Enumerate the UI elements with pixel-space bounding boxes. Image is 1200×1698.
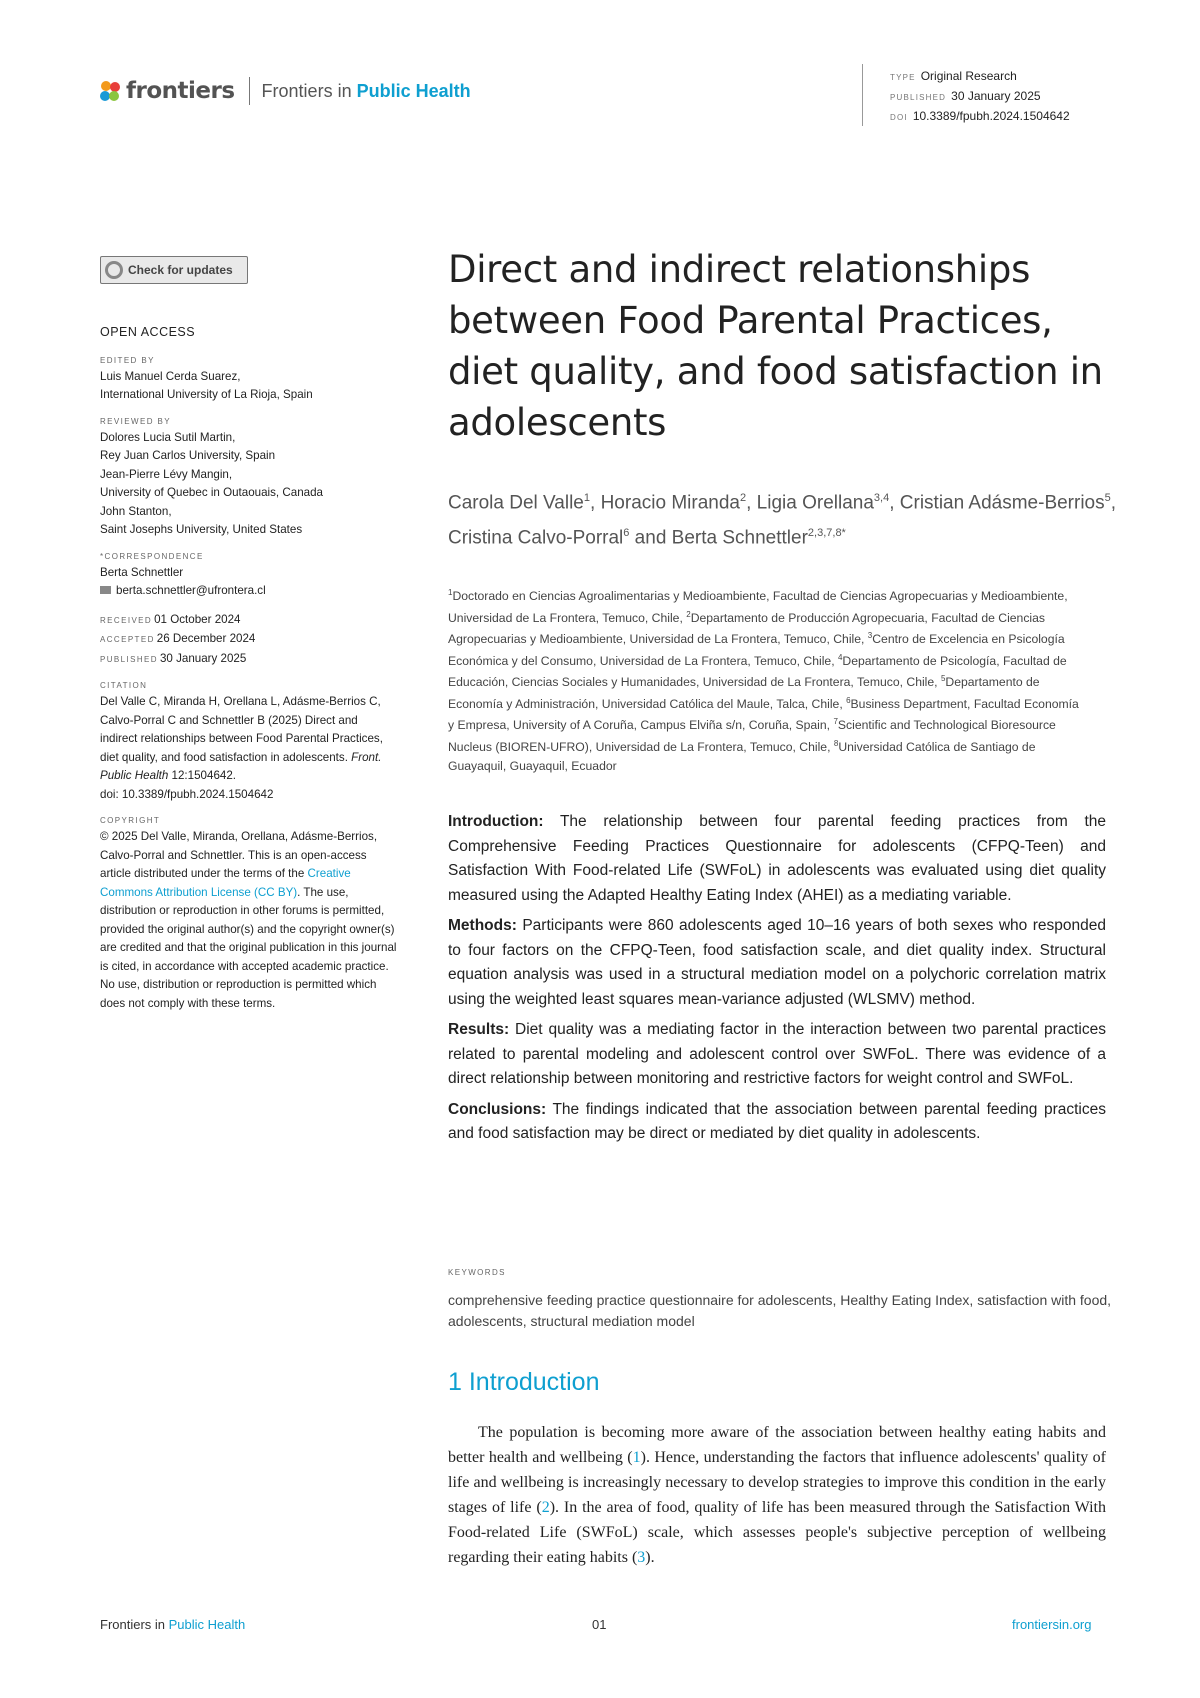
abstract-section-text: Participants were 860 adolescents aged 10–16 years of both sexes who responded to four factors on the CFPQ-Teen, food satisfaction scale, and diet quality index. Structural equation analysis was used in a structural mediation model on a polychoric correlation matrix using the weighted least squares mean-variance adjusted (WLSMV) method.: [448, 917, 1106, 1008]
affiliation-text: Universidad Católica de Santiago de Guayaquil, Guayaquil, Ecuador: [448, 740, 1036, 773]
correspondence-email[interactable]: berta.schnettler@ufrontera.cl: [116, 584, 266, 597]
affiliation-text: Doctorado en Ciencias Agroalimentarias y Medioambiente, Facultad de Ciencias Agropecuarias y Medioambiente, Universidad de La Frontera, Temuco, Chile,: [448, 589, 1068, 625]
author-affiliation-mark: 1: [583, 492, 591, 504]
affiliation-mark: 1: [448, 588, 453, 597]
correspondence-name: Berta Schnettler: [100, 565, 184, 579]
affiliation-mark: 8: [833, 738, 839, 748]
affiliations: [448, 584, 1082, 775]
editor-line: Luis Manuel Cerda Suarez,: [100, 369, 241, 383]
date-value: 30 January 2025: [159, 651, 247, 665]
edited-by-list: [100, 368, 398, 405]
keywords-label: KEYWORDS: [448, 1268, 506, 1277]
journal-prefix: Frontiers in: [261, 80, 357, 101]
copyright-label: COPYRIGHT: [100, 816, 161, 825]
reviewer-line: Jean-Pierre Lévy Mangin,: [100, 467, 233, 481]
intro-text: ).: [645, 1549, 655, 1566]
journal-logo[interactable]: [98, 76, 471, 106]
citation-journal: Front. Public Health: [100, 750, 382, 782]
introduction-paragraph: [448, 1420, 1106, 1570]
abstract-section: [448, 1098, 1106, 1147]
author-name[interactable]: Cristina Calvo-Porral: [448, 527, 624, 549]
journal-name: [262, 81, 471, 102]
date-label: ACCEPTED: [100, 635, 155, 644]
meta-row: [890, 107, 1070, 127]
affiliation-text: Centro de Excelencia en Psicología Económica y del Consumo, Universidad de La Frontera, Temuco, Chile,: [448, 632, 1065, 668]
author-affiliation-mark: 3,4: [873, 492, 890, 504]
author-affiliation-mark: 2: [739, 492, 747, 504]
correspondence-label: *CORRESPONDENCE: [100, 551, 204, 561]
article-sidebar: [100, 323, 398, 1013]
author-separator: ,: [746, 492, 757, 514]
section-heading-introduction: 1 Introduction: [448, 1368, 600, 1396]
affiliation-mark: 5: [940, 674, 946, 684]
author-name[interactable]: Ligia Orellana: [756, 492, 874, 514]
affiliation-text: Scientific and Technological Bioresource Nucleus (BIOREN-UFRO), Universidad de La Frontera, Temuco, Chile,: [448, 718, 1056, 754]
footer-journal-prefix: Frontiers in: [100, 1617, 169, 1632]
abstract: [448, 810, 1106, 1153]
meta-divider: [862, 64, 863, 126]
keywords: comprehensive feeding practice questionnaire for adolescents, Healthy Eating Index, satisfaction with food, adolescents, structural mediation model: [448, 1292, 1112, 1329]
reviewed-by-list: [100, 429, 398, 540]
reviewer-line: John Stanton,: [100, 504, 172, 518]
footer-journal[interactable]: [100, 1617, 245, 1632]
check-updates-icon: [105, 261, 123, 279]
reference-link[interactable]: 3: [637, 1549, 646, 1566]
citation-text: [100, 693, 398, 804]
open-access-label: OPEN ACCESS: [100, 325, 196, 339]
author-affiliation-mark: 2,3,7,8*: [807, 527, 846, 540]
check-updates-label: Check for updates: [128, 263, 233, 277]
abstract-section-heading: Conclusions:: [448, 1100, 547, 1118]
intro-text: ). In the area of food, quality of life has been measured through the Satisfaction With Food-related Life (SWFoL) scale, which assesses people's subjective perception of wellbeing regarding their eating habits (: [448, 1499, 1107, 1566]
citation-label: CITATION: [100, 681, 148, 690]
author-separator: ,: [889, 492, 900, 514]
logo-wordmark: frontiers: [126, 78, 235, 104]
affiliation-mark: 3: [867, 631, 873, 641]
abstract-section-text: The relationship between four parental feeding practices from the Comprehensive Feeding Practices Questionnaire for adolescents (CFPQ-Teen) and Satisfaction With Food-related Life (SWFoL) in adolescents was evaluated using diet quality measured using the Adapted Healthy Eating Index (AHEI) as a mediating variable.: [448, 813, 1106, 904]
meta-value: 30 January 2025: [951, 89, 1041, 103]
meta-label: PUBLISHED: [890, 93, 947, 102]
article-meta: [890, 67, 1070, 127]
check-for-updates-button[interactable]: [100, 256, 248, 284]
intro-text: ). Hence, understanding the factors that influence adolescents' quality of life and wellbeing is increasingly necessary to develop strategies to improve this condition in the early stages of life (: [448, 1449, 1107, 1516]
citation-volume: 12:1504642.: [168, 769, 237, 782]
meta-row: [890, 67, 1070, 87]
reviewer-line: Saint Josephs University, United States: [100, 523, 303, 536]
journal-highlight: Public Health: [356, 80, 471, 101]
abstract-section-heading: Methods:: [448, 917, 517, 934]
author-name[interactable]: Carola Del Valle: [448, 492, 584, 514]
editor-line: International University of La Rioja, Spain: [100, 388, 313, 401]
author-affiliation-mark: 6: [623, 527, 630, 540]
email-icon: [100, 586, 111, 594]
reviewer-line: University of Quebec in Outaouais, Canada: [100, 486, 323, 499]
date-row: [100, 650, 398, 670]
reviewed-by-label: REVIEWED BY: [100, 416, 171, 426]
abstract-section-heading: Results:: [448, 1021, 510, 1038]
abstract-section: [448, 810, 1106, 908]
date-value: 26 December 2024: [156, 632, 256, 645]
date-label: RECEIVED: [100, 615, 153, 625]
meta-value[interactable]: 10.3389/fpubh.2024.1504642: [912, 109, 1070, 123]
author-name[interactable]: Horacio Miranda: [600, 492, 740, 514]
affiliation-mark: 7: [833, 717, 838, 727]
reference-link[interactable]: 2: [541, 1499, 550, 1516]
intro-text: The population is becoming more aware of the association between healthy eating habits and better health and wellbeing (: [448, 1424, 1106, 1466]
page-number: 01: [592, 1617, 607, 1632]
date-row: [100, 630, 398, 650]
frontiers-logo-icon: [98, 79, 122, 103]
meta-row: [890, 87, 1070, 107]
date-label: PUBLISHED: [100, 654, 158, 664]
citation-body: Del Valle C, Miranda H, Orellana L, Adásme-Berrios C, Calvo-Porral C and Schnettler B (2025) Direct and indirect relationships between Food Parental Practices, diet quality, and food satisfaction in adolescents.: [100, 695, 383, 764]
abstract-section-heading: Introduction:: [448, 813, 544, 830]
date-value: 01 October 2024: [154, 612, 241, 626]
meta-label: DOI: [890, 113, 908, 122]
license-link[interactable]: Creative Commons Attribution License (CC BY): [100, 867, 351, 899]
reviewer-line: Dolores Lucia Sutil Martin,: [100, 430, 236, 444]
footer-website-link[interactable]: frontiersin.org: [1012, 1617, 1092, 1632]
abstract-section: [448, 1018, 1106, 1092]
copyright-terms: . The use, distribution or reproduction in other forums is permitted, provided the original author(s) and the copyright owner(s) are credited and that the original publication in this journal is cited, in accordance with accepted academic practice. No use, distribution or reproduction is permitted which does not comply with these terms.: [100, 885, 397, 1010]
author-name[interactable]: Cristian Adásme-Berrios: [899, 492, 1105, 514]
logo-divider: [249, 77, 250, 105]
meta-value: Original Research: [920, 69, 1017, 83]
affiliation-text: Departamento de Psicología, Facultad de Educación, Ciencias Sociales y Humanidades, Universidad de La Frontera, Temuco, Chile,: [448, 653, 1067, 690]
date-row: [100, 611, 398, 631]
author-separator: and: [629, 527, 672, 549]
correspondence-email-row[interactable]: [100, 582, 398, 601]
affiliation-mark: 4: [837, 652, 843, 662]
affiliation-text: Departamento de Producción Agropecuaria, Facultad de Ciencias Agropecuarias y Medioambiente, Universidad de La Frontera, Temuco, Chile,: [448, 610, 1046, 647]
copyright-body: © 2025 Del Valle, Miranda, Orellana, Adásme-Berrios, Calvo-Porral and Schnettler. This is an open-access article distributed under the terms of the: [100, 830, 378, 880]
copyright-text: [100, 828, 398, 1013]
affiliation-text: Departamento de Economía y Administración, Universidad Católica del Maule, Talca, Chile,: [448, 675, 1040, 711]
author-separator: ,: [1110, 492, 1117, 514]
edited-by-label: EDITED BY: [100, 355, 155, 365]
abstract-section: [448, 914, 1106, 1012]
article-title: Direct and indirect relationships between Food Parental Practices, diet quality, and food satisfaction in adolescents: [448, 248, 1103, 444]
author-list: [448, 483, 1128, 554]
meta-label: TYPE: [890, 73, 916, 82]
affiliation-mark: 2: [686, 609, 691, 619]
footer-journal-highlight: Public Health: [168, 1617, 246, 1632]
abstract-section-text: The findings indicated that the association between parental feeding practices and food satisfaction may be direct or mediated by diet quality in adolescents.: [448, 1100, 1106, 1142]
citation-doi[interactable]: doi: 10.3389/fpubh.2024.1504642: [100, 787, 274, 801]
abstract-section-text: Diet quality was a mediating factor in the interaction between two parental practices related to parental modeling and adolescent control over SWFoL. There was evidence of a direct relationship between monitoring and restrictive factors for weight control and SWFoL.: [448, 1021, 1106, 1087]
affiliation-text: Business Department, Facultad Economía y Empresa, University of A Coruña, Campus Elviña s/n, Coruña, Spain,: [448, 696, 1079, 733]
reviewer-line: Rey Juan Carlos University, Spain: [100, 449, 276, 462]
reference-link[interactable]: 1: [632, 1449, 641, 1466]
author-affiliation-mark: 5: [1104, 492, 1111, 504]
article-dates: [100, 611, 398, 670]
author-name[interactable]: Berta Schnettler: [671, 527, 808, 549]
author-separator: ,: [590, 492, 601, 514]
affiliation-mark: 6: [846, 695, 851, 705]
